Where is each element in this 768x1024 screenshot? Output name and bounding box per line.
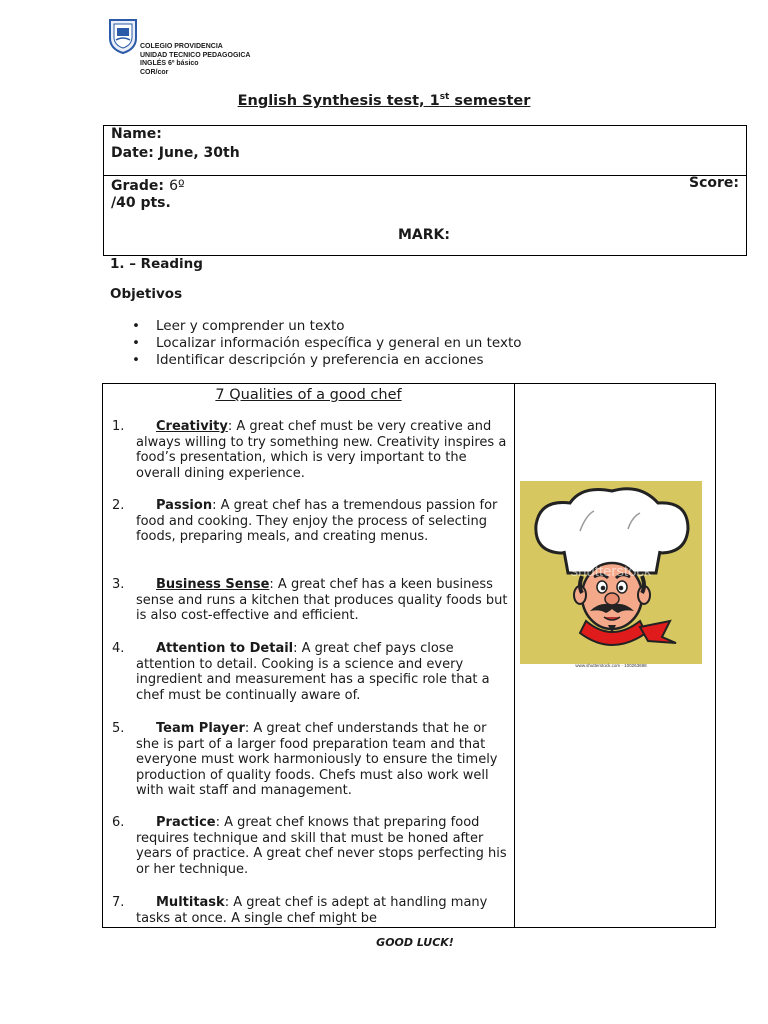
- quality-number: 7.: [112, 895, 125, 910]
- page-title: [0, 92, 768, 109]
- quality-number: 4.: [112, 641, 125, 656]
- quality-text: : A great chef is adept at handling many tasks at once. A single chef might be: [136, 895, 488, 926]
- school-line-4: COR/cor: [140, 68, 169, 76]
- quality-item: [112, 577, 508, 624]
- quality-name: Passion: [156, 498, 213, 513]
- school-line-1: COLEGIO PROVIDENCIA: [140, 43, 223, 50]
- quality-item: [112, 721, 508, 799]
- mark-label: MARK:: [398, 227, 450, 243]
- school-line-3: INGLÉS 6º básico: [140, 60, 199, 67]
- objective-item: • Localizar información específica y general en un texto: [132, 335, 522, 352]
- quality-number: 6.: [112, 815, 125, 830]
- quality-item: [112, 895, 508, 926]
- objectives-list: [132, 318, 522, 369]
- quality-text: : A great chef pays close attention to detail. Cooking is a science and every ingredient and measurement has a specific role that a chef must be continually aware of.: [136, 641, 490, 703]
- watermark-text: shutterstock: [570, 563, 652, 580]
- quality-item: [112, 419, 508, 481]
- objective-item: • Identificar descripción y preferencia en acciones: [132, 352, 522, 369]
- quality-text: : A great chef knows that preparing food requires technique and skill that must be honed after years of practice. A great chef never stops perfecting his or her technique.: [136, 815, 507, 877]
- quality-number: 5.: [112, 721, 125, 736]
- quality-name: Business Sense: [156, 577, 270, 592]
- quality-text: : A great chef understands that he or she is part of a larger food preparation team and that everyone must work harmoniously to ensure the timely production of quality foods. Chefs must also work well with wait staff and management.: [136, 721, 498, 799]
- title-main: English Synthesis test, 1: [237, 92, 440, 109]
- chef-illustration: [520, 481, 702, 664]
- student-info-box: [103, 125, 747, 256]
- info-divider: [104, 175, 746, 176]
- grade-value: 6º: [169, 178, 185, 194]
- title-end: semester: [449, 92, 531, 109]
- good-luck-footer: GOOD LUCK!: [376, 936, 454, 949]
- quality-number: 3.: [112, 577, 125, 592]
- qualities-title: 7 Qualities of a good chef: [215, 387, 402, 403]
- quality-name: Practice: [156, 815, 216, 830]
- name-label: Name:: [111, 126, 162, 142]
- quality-name: Team Player: [156, 721, 245, 736]
- quality-item: [112, 641, 508, 703]
- quality-text: : A great chef has a keen business sense and runs a kitchen that produces quality foods but is also cost-effective and efficient.: [136, 577, 508, 624]
- points-label: /40 pts.: [111, 195, 171, 211]
- objectives-label: Objetivos: [110, 286, 183, 302]
- title-sup: st: [439, 92, 450, 102]
- quality-number: 1.: [112, 419, 125, 434]
- quality-text: : A great chef has a tremendous passion for food and cooking. They enjoy the process of selecting foods, preparing meals, and creating menus.: [136, 498, 498, 545]
- image-caption: www.shutterstock.com · 100263698: [575, 663, 647, 668]
- table-column-divider: [514, 384, 515, 927]
- quality-name: Creativity: [156, 419, 228, 434]
- grade-label: Grade:: [111, 178, 164, 194]
- objective-item: • Leer y comprender un texto: [132, 318, 522, 335]
- quality-number: 2.: [112, 498, 125, 513]
- quality-name: Attention to Detail: [156, 641, 294, 656]
- score-label: Score:: [689, 175, 739, 191]
- quality-name: Multitask: [156, 895, 225, 910]
- school-info: [140, 43, 250, 77]
- reading-heading: 1. – Reading: [110, 256, 203, 272]
- quality-item: [112, 498, 508, 545]
- date-label: Date: June, 30th: [111, 145, 240, 161]
- school-line-2: UNIDAD TECNICO PEDAGOGICA: [140, 51, 251, 59]
- grade-row: [111, 175, 185, 194]
- school-crest-logo: [108, 18, 138, 54]
- quality-text: : A great chef must be very creative and always willing to try something new. Creativity inspires a food’s presentation, which is very important to the overall dining experience.: [136, 419, 507, 481]
- quality-item: [112, 815, 508, 877]
